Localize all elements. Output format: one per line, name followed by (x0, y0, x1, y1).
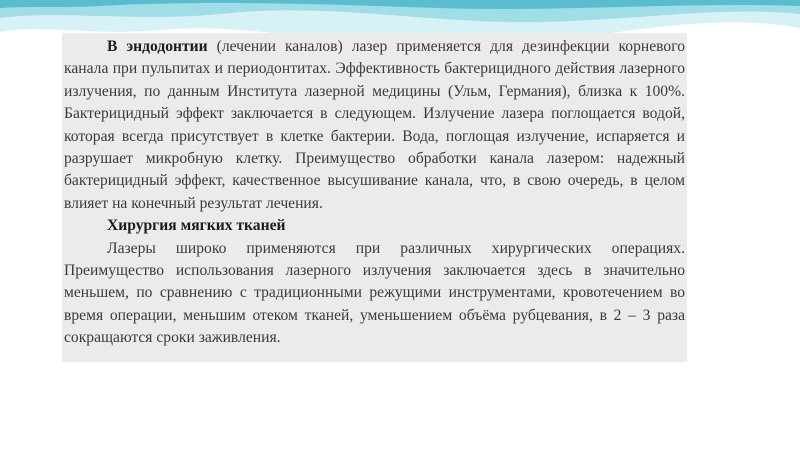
paragraph-soft-tissue-surgery: Лазеры широко применяются при различных хирургических операциях. Преимущество использования лазерного излучения заключается здесь в значительно меньшем, по сравнению с традиционными режущими инструментами, кровотечением во время операции, меньшим отеком тканей, уменьшением объёма рубцевания, в 2 – 3 раза сокращаются сроки заживления. (64, 239, 685, 347)
heading-soft-tissue-surgery: Хирургия мягких тканей (107, 217, 286, 235)
paragraph-endodontics (64, 36, 685, 215)
text-box (62, 33, 687, 362)
endodontics-body: (лечении каналов) лазер применяется для дезинфекции корневого канала при пульпитах и периодонтитах. Эффективность бактерицидного действия лазерного излучения, по данным Института лазерной медицины (Ульм, Германия), близка к 100%. Бактерицидный эффект заключается в следующем. Излучение лазера поглощается водой, которая всегда присутствует в клетке бактерии. Вода, поглощая излучение, испаряется и разрушает микробную клетку. Преимущество обработки канала лазером: надежный бактерицидный эффект, качественное высушивание канала, что, в свою очередь, в целом влияет на конечный результат лечения. (64, 38, 685, 212)
endodontics-lead: В эндодонтии (107, 38, 208, 55)
